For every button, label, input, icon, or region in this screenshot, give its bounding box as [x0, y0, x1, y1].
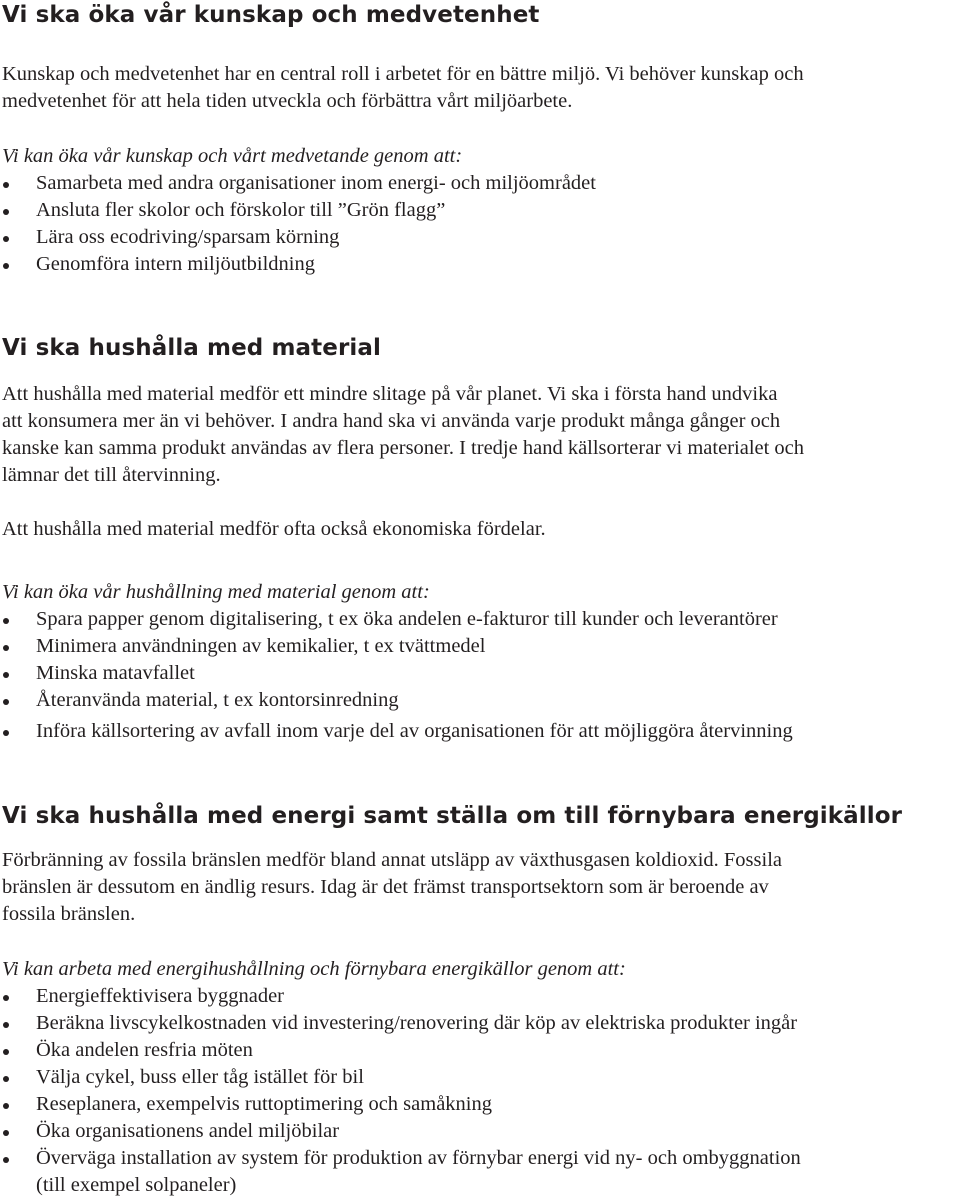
list-item: Reseplanera, exempelvis ruttoptimering och samåkning	[0, 1091, 958, 1118]
section-heading-kunskap: Vi ska öka vår kunskap och medvetenhet	[2, 2, 540, 28]
paragraph-line: fossila bränslen.	[2, 903, 136, 925]
paragraph-line: Kunskap och medvetenhet har en central roll i arbetet för en bättre miljö. Vi behöver kunskap och	[2, 63, 804, 85]
paragraph-line: Att hushålla med material medför ofta också ekonomiska fördelar.	[2, 518, 546, 540]
list-item-continuation: (till exempel solpaneler)	[36, 1174, 237, 1196]
bullet-list-kunskap	[0, 170, 958, 278]
paragraph-line: kanske kan samma produkt användas av flera personer. I tredje hand källsorterar vi materialet och	[2, 437, 805, 459]
paragraph-line: bränslen är dessutom en ändlig resurs. Idag är det främst transportsektorn som är beroende av	[2, 876, 769, 898]
list-item: Öka andelen resfria möten	[0, 1037, 958, 1064]
paragraph-line: lämnar det till återvinning.	[2, 464, 221, 486]
list-intro: Vi kan arbeta med energihushållning och förnybara energikällor genom att:	[2, 958, 626, 980]
list-intro: Vi kan öka vår kunskap och vårt medvetande genom att:	[2, 145, 463, 167]
list-item: Samarbeta med andra organisationer inom energi- och miljöområdet	[0, 170, 958, 197]
list-item: Ansluta fler skolor och förskolor till ”Grön flagg”	[0, 197, 958, 224]
paragraph-line: Förbränning av fossila bränslen medför bland annat utsläpp av växthusgasen koldioxid. Fossila	[2, 849, 783, 871]
list-item: Återanvända material, t ex kontorsinredning	[0, 687, 958, 714]
list-intro: Vi kan öka vår hushållning med material genom att:	[2, 581, 430, 603]
paragraph-line: Att hushålla med material medför ett mindre slitage på vår planet. Vi ska i första hand undvika	[2, 383, 778, 405]
paragraph-line: medvetenhet för att hela tiden utveckla och förbättra vårt miljöarbete.	[2, 90, 573, 112]
list-item: Energieffektivisera byggnader	[0, 983, 958, 1010]
section-heading-material: Vi ska hushålla med material	[2, 335, 381, 361]
list-item: Öka organisationens andel miljöbilar	[0, 1118, 958, 1145]
list-item: Lära oss ecodriving/sparsam körning	[0, 224, 958, 251]
list-item: Välja cykel, buss eller tåg istället för bil	[0, 1064, 958, 1091]
bullet-list-material	[0, 606, 958, 745]
list-item: Beräkna livscykelkostnaden vid investering/renovering där köp av elektriska produkter ingår	[0, 1010, 958, 1037]
list-item: Genomföra intern miljöutbildning	[0, 251, 958, 278]
list-item: Minimera användningen av kemikalier, t ex tvättmedel	[0, 633, 958, 660]
list-item: Införa källsortering av avfall inom varje del av organisationen för att möjliggöra återvinning	[0, 718, 958, 745]
paragraph-line: att konsumera mer än vi behöver. I andra hand ska vi använda varje produkt många gånger och	[2, 410, 781, 432]
list-item: Minska matavfallet	[0, 660, 958, 687]
section-heading-energi: Vi ska hushålla med energi samt ställa om till förnybara energikällor	[2, 803, 903, 829]
list-item: Spara papper genom digitalisering, t ex öka andelen e-fakturor till kunder och leverantörer	[0, 606, 958, 633]
list-item: Överväga installation av system för produktion av förnybar energi vid ny- och ombyggnation	[0, 1145, 958, 1172]
bullet-list-energi	[0, 983, 958, 1172]
